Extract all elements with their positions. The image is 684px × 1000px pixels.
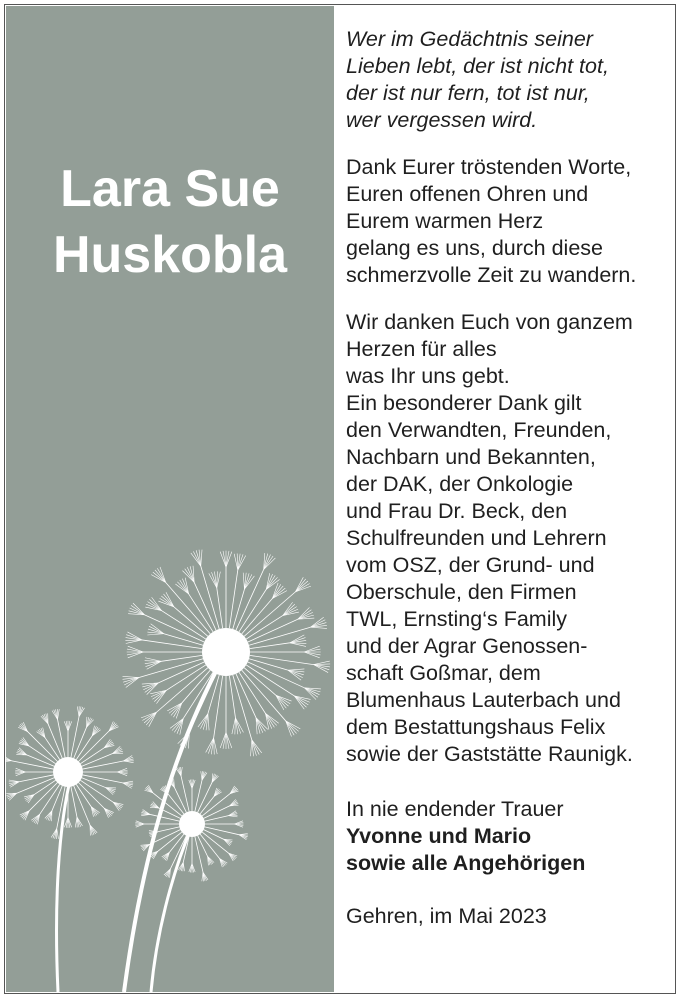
text-line: TWL, Ernsting‘s Family bbox=[346, 607, 568, 631]
dandelion-head-left bbox=[6, 706, 134, 839]
text-line: was Ihr uns gebt. bbox=[346, 364, 510, 388]
text-line: der DAK, der Onkologie bbox=[346, 472, 574, 496]
text-line: Dank Eurer tröstenden Worte, bbox=[346, 155, 632, 179]
last-name: Huskobla bbox=[52, 226, 288, 284]
text-column bbox=[346, 26, 671, 930]
dandelion-head-large bbox=[123, 550, 331, 757]
text-line: Blumenhaus Lauterbach und bbox=[346, 688, 621, 712]
mourner-names: Yvonne und Mario bbox=[346, 824, 532, 848]
mourning-intro: In nie endender Trauer bbox=[346, 797, 564, 821]
text-line: Nachbarn und Bekannten, bbox=[346, 445, 596, 469]
text-line: Euren offenen Ohren und bbox=[346, 182, 589, 206]
text-line: und Frau Dr. Beck, den bbox=[346, 499, 568, 523]
thanks-paragraph-2 bbox=[346, 309, 671, 768]
quote-line: der ist nur fern, tot ist nur, bbox=[346, 81, 590, 105]
quote-line: wer vergessen wird. bbox=[346, 108, 538, 132]
text-line: Herzen für alles bbox=[346, 337, 497, 361]
relatives-line: sowie alle Angehörigen bbox=[346, 851, 586, 875]
quote-line: Lieben lebt, der ist nicht tot, bbox=[346, 54, 609, 78]
dandelion-stem bbox=[57, 772, 72, 992]
place-date: Gehren, im Mai 2023 bbox=[346, 904, 547, 928]
mourners bbox=[346, 796, 671, 877]
text-line: Eurem warmen Herz bbox=[346, 209, 544, 233]
quote-line: Wer im Gedächtnis seiner bbox=[346, 27, 593, 51]
text-line: den Verwandten, Freunden, bbox=[346, 418, 612, 442]
text-line: Ein besonderer Dank gilt bbox=[346, 391, 582, 415]
thanks-paragraph-1 bbox=[346, 154, 671, 289]
text-line: schaft Goßmar, dem bbox=[346, 661, 541, 685]
dandelion-head-small bbox=[135, 767, 248, 881]
text-line: Oberschule, den Firmen bbox=[346, 580, 577, 604]
text-line: und der Agrar Genossen- bbox=[346, 634, 588, 658]
text-line: Wir danken Euch von ganzem bbox=[346, 310, 633, 334]
text-line: schmerzvolle Zeit zu wandern. bbox=[346, 263, 637, 287]
dandelion-illustration bbox=[6, 526, 334, 992]
first-name: Lara Sue bbox=[60, 160, 280, 218]
text-line: vom OSZ, der Grund- und bbox=[346, 553, 595, 577]
deceased-name bbox=[6, 156, 334, 288]
text-line: sowie der Gaststätte Raunigk. bbox=[346, 742, 633, 766]
text-line: gelang es uns, durch diese bbox=[346, 236, 603, 260]
quote bbox=[346, 26, 671, 134]
text-line: dem Bestattungshaus Felix bbox=[346, 715, 606, 739]
text-line: Schulfreunden und Lehrern bbox=[346, 526, 607, 550]
left-panel bbox=[6, 6, 334, 992]
